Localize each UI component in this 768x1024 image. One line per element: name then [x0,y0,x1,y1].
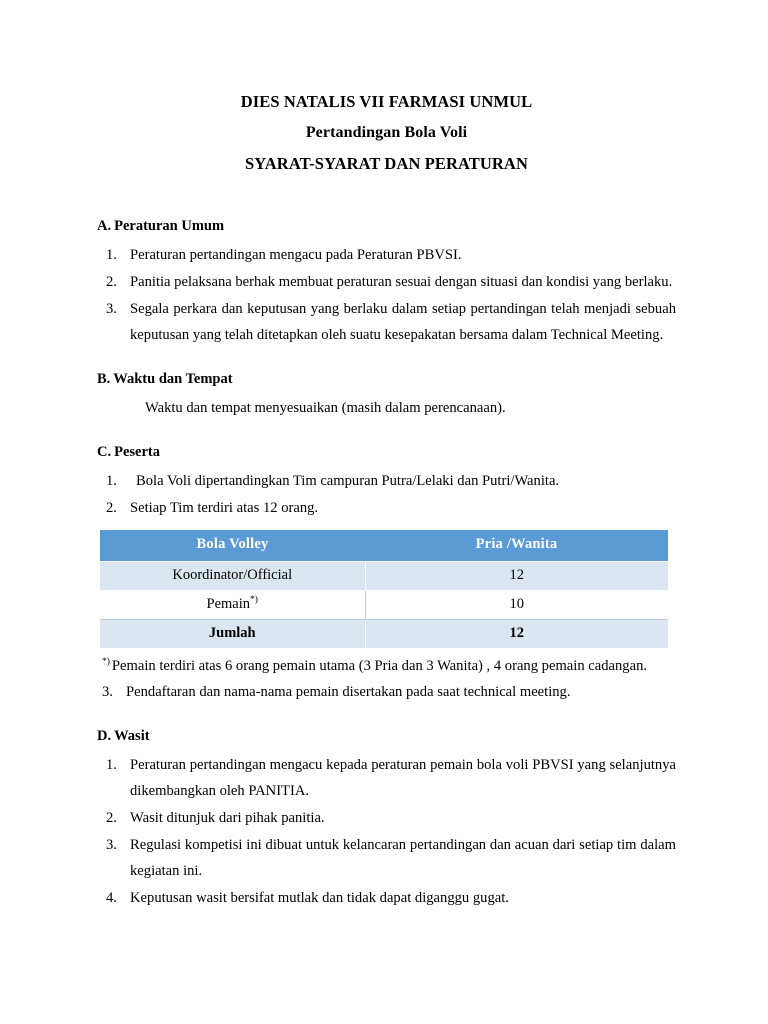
list-item-number: 2. [106,274,117,290]
list-item-number: 1. [106,757,117,773]
list-item-text: Setiap Tim terdiri atas 12 orang. [130,500,319,516]
document-title-main: DIES NATALIS VII FARMASI UNMUL [240,92,533,111]
section-c-list-before-table [97,468,676,521]
list-item-text: Peraturan pertandingan mengacu kepada peraturan pemain bola voli PBVSI yang selanjutnya dikembangkan oleh PANITIA. [130,757,676,799]
section-wasit [97,727,676,911]
list-item [97,296,676,348]
footnote-text: Pemain terdiri atas 6 orang pemain utama (3 Pria dan 3 Wanita) , 4 orang pemain cadangan. [111,658,648,674]
list-item-number: 3. [102,684,113,700]
list-item-number: 2. [106,810,117,826]
section-waktu-dan-tempat [97,370,676,421]
document-title-third: SYARAT-SYARAT DAN PERATURAN [245,154,528,173]
list-item [97,679,676,705]
table-footnote [102,653,676,679]
table-cell-value: 10 [365,591,668,620]
list-item [97,468,676,494]
table-row-total [100,620,668,649]
peserta-table [100,530,668,649]
section-d-title: Wasit [114,728,150,744]
list-item-number: 3. [106,301,117,317]
list-item-number: 1. [106,473,117,489]
list-item-text: Segala perkara dan keputusan yang berlaku dalam setiap pertandingan telah menjadi sebuah keputusan yang telah ditetapkan oleh suatu kesepakatan bersama dalam Technical Meeting. [130,301,676,343]
list-item [97,832,676,884]
list-item-number: 2. [106,500,117,516]
section-b-paragraph: Waktu dan tempat menyesuaikan (masih dalam perencanaan). [145,400,506,416]
list-item [97,242,676,268]
section-b-letter: B. [97,371,111,387]
table-column-header: Bola Volley [100,530,365,562]
section-c-title: Peserta [114,444,160,460]
list-item-number: 4. [106,890,117,906]
section-b-heading [97,370,676,389]
section-peraturan-umum [97,217,676,348]
section-a-title: Peraturan Umum [114,218,225,234]
table-cell-label-superscript: *) [250,595,258,606]
section-d-heading [97,727,676,746]
section-d-list [97,752,676,911]
list-item-text: Keputusan wasit bersifat mutlak dan tidak dapat diganggu gugat. [130,890,509,906]
section-c-heading [97,443,676,462]
table-cell-value: 12 [365,620,668,649]
section-peserta [97,443,676,705]
list-item-text: Wasit ditunjuk dari pihak panitia. [130,810,325,826]
table-cell-label: Koordinator/Official [100,562,365,591]
list-item [97,885,676,911]
section-c-list-after-table [97,679,676,705]
table-cell-label: Jumlah [100,620,365,649]
section-c-letter: C. [97,444,112,460]
peserta-table-wrapper [100,530,676,649]
section-a-list [97,242,676,348]
list-item [97,805,676,831]
list-item-number: 1. [106,247,117,263]
section-b-title: Waktu dan Tempat [113,371,233,387]
list-item [97,269,676,295]
list-item-text: Peraturan pertandingan mengacu pada Peraturan PBVSI. [130,247,462,263]
document-title-sub: Pertandingan Bola Voli [305,124,468,141]
list-item-number: 3. [106,837,117,853]
table-row [100,591,668,620]
footnote-marker: *) [102,657,110,668]
list-item [97,752,676,804]
list-item-text: Bola Voli dipertandingkan Tim campuran Putra/Lelaki dan Putri/Wanita. [136,473,560,489]
table-row [100,562,668,591]
list-item [97,495,676,521]
table-cell-label-text: Pemain [206,596,251,612]
table-cell-value: 12 [365,562,668,591]
table-column-header: Pria /Wanita [365,530,668,562]
section-a-heading [97,217,676,236]
list-item-text: Pendaftaran dan nama-nama pemain disertakan pada saat technical meeting. [126,684,571,700]
section-a-letter: A. [97,218,112,234]
table-header-row [100,530,668,562]
list-item-text: Regulasi kompetisi ini dibuat untuk kelancaran pertandingan dan acuan dari setiap tim dalam kegiatan ini. [130,837,676,879]
section-d-letter: D. [97,728,112,744]
table-cell-label [100,591,365,620]
document-title-block [97,86,676,179]
list-item-text: Panitia pelaksana berhak membuat peraturan sesuai dengan situasi dan kondisi yang berlaku. [130,274,673,290]
